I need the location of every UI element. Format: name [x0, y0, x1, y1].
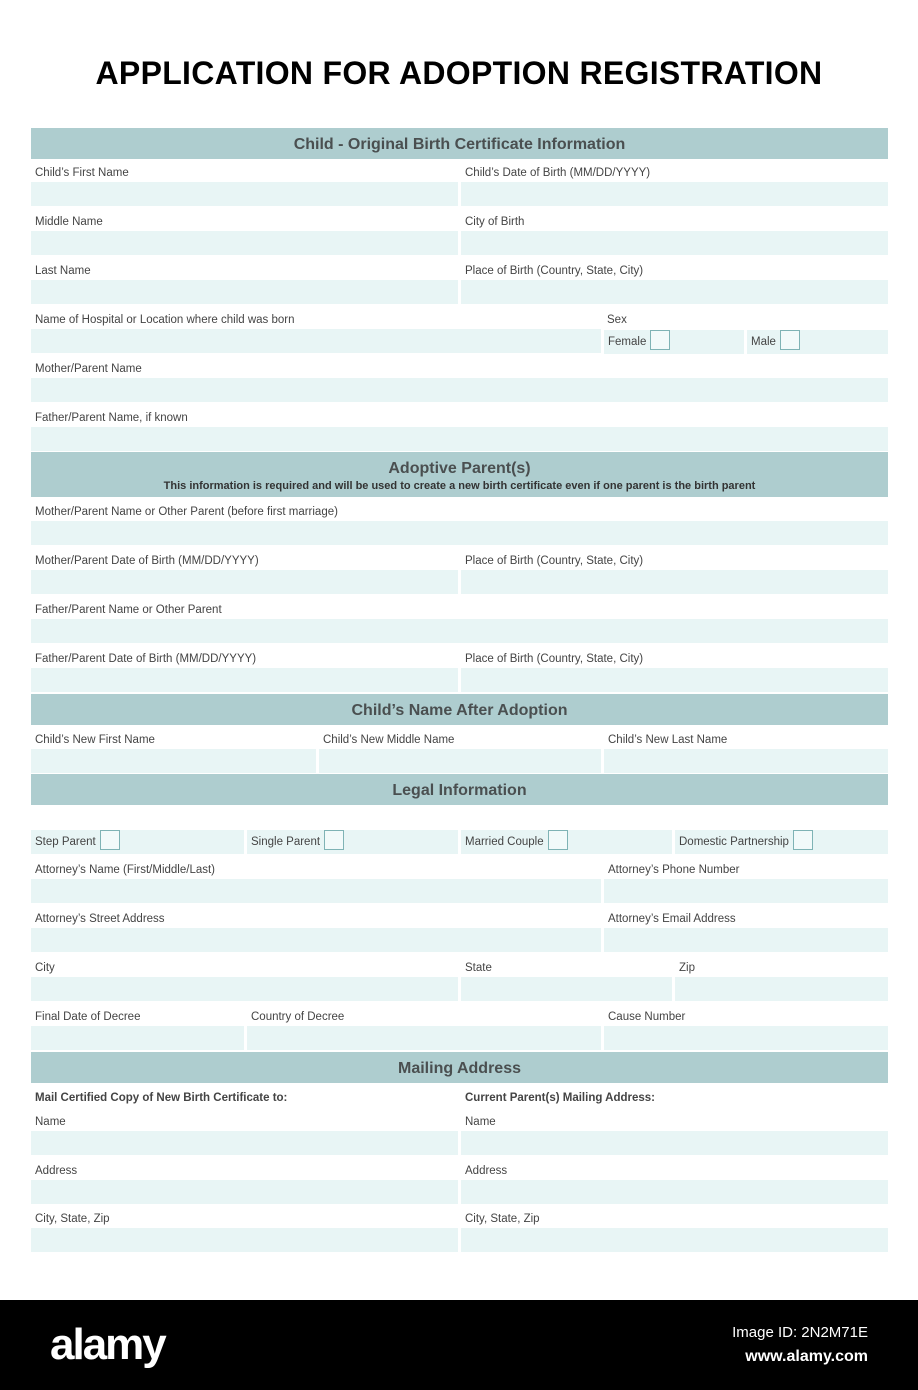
attorney-name-label: Attorney’s Name (First/Middle/Last): [35, 864, 216, 876]
place-of-birth-label: Place of Birth (Country, State, City): [465, 265, 644, 277]
zip-label: Zip: [679, 962, 695, 974]
sex-label: Sex: [607, 314, 627, 326]
male-label: Male: [751, 336, 776, 348]
adoptive-father-name-label: Father/Parent Name or Other Parent: [35, 604, 222, 616]
mother-name-label: Mother/Parent Name: [35, 363, 142, 375]
section-header: [31, 128, 888, 159]
child-first-name-input[interactable]: [31, 182, 458, 206]
current-address-label: Address: [465, 1165, 508, 1177]
mail-city-state-zip-label: City, State, Zip: [35, 1213, 110, 1225]
section-title: Child’s Name After Adoption: [351, 702, 568, 719]
step-parent-checkbox[interactable]: [100, 830, 120, 850]
adoptive-father-place-input[interactable]: [461, 668, 888, 692]
new-middle-name-input[interactable]: [319, 749, 601, 773]
new-first-name-input[interactable]: [31, 749, 316, 773]
domestic-partnership-checkbox[interactable]: [793, 830, 813, 850]
male-option[interactable]: [747, 330, 888, 354]
adoptive-father-dob-label: Father/Parent Date of Birth (MM/DD/YYYY): [35, 653, 257, 665]
adoptive-father-place-label: Place of Birth (Country, State, City): [465, 653, 644, 665]
new-first-name-label: Child’s New First Name: [35, 734, 155, 746]
country-of-decree-input[interactable]: [247, 1026, 601, 1050]
final-date-input[interactable]: [31, 1026, 244, 1050]
image-id: Image ID: 2N2M71E: [732, 1324, 868, 1341]
mail-address-label: Address: [35, 1165, 78, 1177]
female-option[interactable]: [604, 330, 744, 354]
city-input[interactable]: [31, 977, 458, 1001]
attorney-phone-label: Attorney’s Phone Number: [608, 864, 740, 876]
city-of-birth-label: City of Birth: [465, 216, 525, 228]
middle-name-input[interactable]: [31, 231, 458, 255]
female-label: Female: [608, 336, 647, 348]
step-parent-option[interactable]: [31, 830, 244, 854]
cause-number-label: Cause Number: [608, 1011, 686, 1023]
state-label: State: [465, 962, 492, 974]
domestic-partnership-label: Domestic Partnership: [679, 836, 789, 848]
section-header: [31, 774, 888, 805]
new-last-name-input[interactable]: [604, 749, 888, 773]
mother-name-input[interactable]: [31, 378, 888, 402]
attorney-street-input[interactable]: [31, 928, 601, 952]
female-checkbox[interactable]: [650, 330, 670, 350]
married-couple-checkbox[interactable]: [548, 830, 568, 850]
section-title: Child - Original Birth Certificate Information: [293, 136, 626, 153]
section-header: [31, 1052, 888, 1083]
attorney-email-label: Attorney’s Email Address: [608, 913, 736, 925]
hospital-label: Name of Hospital or Location where child was born: [35, 314, 295, 326]
attorney-street-label: Attorney’s Street Address: [35, 913, 165, 925]
state-input[interactable]: [461, 977, 672, 1001]
middle-name-label: Middle Name: [35, 216, 103, 228]
single-parent-option[interactable]: [247, 830, 458, 854]
site-url: www.alamy.com: [745, 1348, 868, 1365]
mail-to-heading-label: Mail Certified Copy of New Birth Certificate to:: [35, 1092, 288, 1104]
zip-input[interactable]: [675, 977, 888, 1001]
section-title: Adoptive Parent(s): [388, 460, 531, 477]
mail-name-label: Name: [35, 1116, 66, 1128]
adoptive-mother-name-label: Mother/Parent Name or Other Parent (before first marriage): [35, 506, 338, 518]
last-name-label: Last Name: [35, 265, 91, 277]
adoptive-mother-name-input[interactable]: [31, 521, 888, 545]
child-dob-label: Child’s Date of Birth (MM/DD/YYYY): [465, 167, 651, 179]
mail-address-input[interactable]: [31, 1180, 458, 1204]
adoptive-father-name-input[interactable]: [31, 619, 888, 643]
adoptive-mother-place-input[interactable]: [461, 570, 888, 594]
section-header: [31, 452, 888, 497]
form-title: APPLICATION FOR ADOPTION REGISTRATION: [95, 55, 823, 91]
attorney-email-input[interactable]: [604, 928, 888, 952]
current-address-heading-label: Current Parent(s) Mailing Address:: [465, 1092, 655, 1104]
last-name-input[interactable]: [31, 280, 458, 304]
country-of-decree-label: Country of Decree: [251, 1011, 345, 1023]
adoptive-mother-place-label: Place of Birth (Country, State, City): [465, 555, 644, 567]
current-name-label: Name: [465, 1116, 496, 1128]
married-couple-option[interactable]: [461, 830, 672, 854]
adoptive-mother-dob-input[interactable]: [31, 570, 458, 594]
single-parent-checkbox[interactable]: [324, 830, 344, 850]
place-of-birth-input[interactable]: [461, 280, 888, 304]
attorney-name-input[interactable]: [31, 879, 601, 903]
current-name-input[interactable]: [461, 1131, 888, 1155]
domestic-partnership-option[interactable]: [675, 830, 888, 854]
child-first-name-label: Child’s First Name: [35, 167, 129, 179]
section-title: Legal Information: [392, 782, 527, 799]
male-checkbox[interactable]: [780, 330, 800, 350]
alamy-logo: alamy: [50, 1320, 165, 1369]
father-name-input[interactable]: [31, 427, 888, 451]
single-parent-label: Single Parent: [251, 836, 321, 848]
mail-city-state-zip-input[interactable]: [31, 1228, 458, 1252]
new-middle-name-label: Child’s New Middle Name: [323, 734, 455, 746]
section-header: [31, 694, 888, 725]
mail-name-input[interactable]: [31, 1131, 458, 1155]
child-dob-input[interactable]: [461, 182, 888, 206]
city-label: City: [35, 962, 55, 974]
hospital-input[interactable]: [31, 329, 601, 353]
final-date-label: Final Date of Decree: [35, 1011, 141, 1023]
adoptive-mother-dob-label: Mother/Parent Date of Birth (MM/DD/YYYY): [35, 555, 259, 567]
cause-number-input[interactable]: [604, 1026, 888, 1050]
new-last-name-label: Child’s New Last Name: [608, 734, 728, 746]
father-name-label: Father/Parent Name, if known: [35, 412, 188, 424]
adoptive-father-dob-input[interactable]: [31, 668, 458, 692]
current-city-state-zip-input[interactable]: [461, 1228, 888, 1252]
step-parent-label: Step Parent: [35, 836, 96, 848]
watermark-footer: [0, 1300, 918, 1390]
section-title: Mailing Address: [398, 1060, 521, 1077]
city-of-birth-input[interactable]: [461, 231, 888, 255]
section-subtitle: This information is required and will be used to create a new birth certificate even if one parent is the birth parent: [163, 480, 756, 492]
married-couple-label: Married Couple: [465, 836, 544, 848]
current-address-input[interactable]: [461, 1180, 888, 1204]
current-city-state-zip-label: City, State, Zip: [465, 1213, 540, 1225]
attorney-phone-input[interactable]: [604, 879, 888, 903]
